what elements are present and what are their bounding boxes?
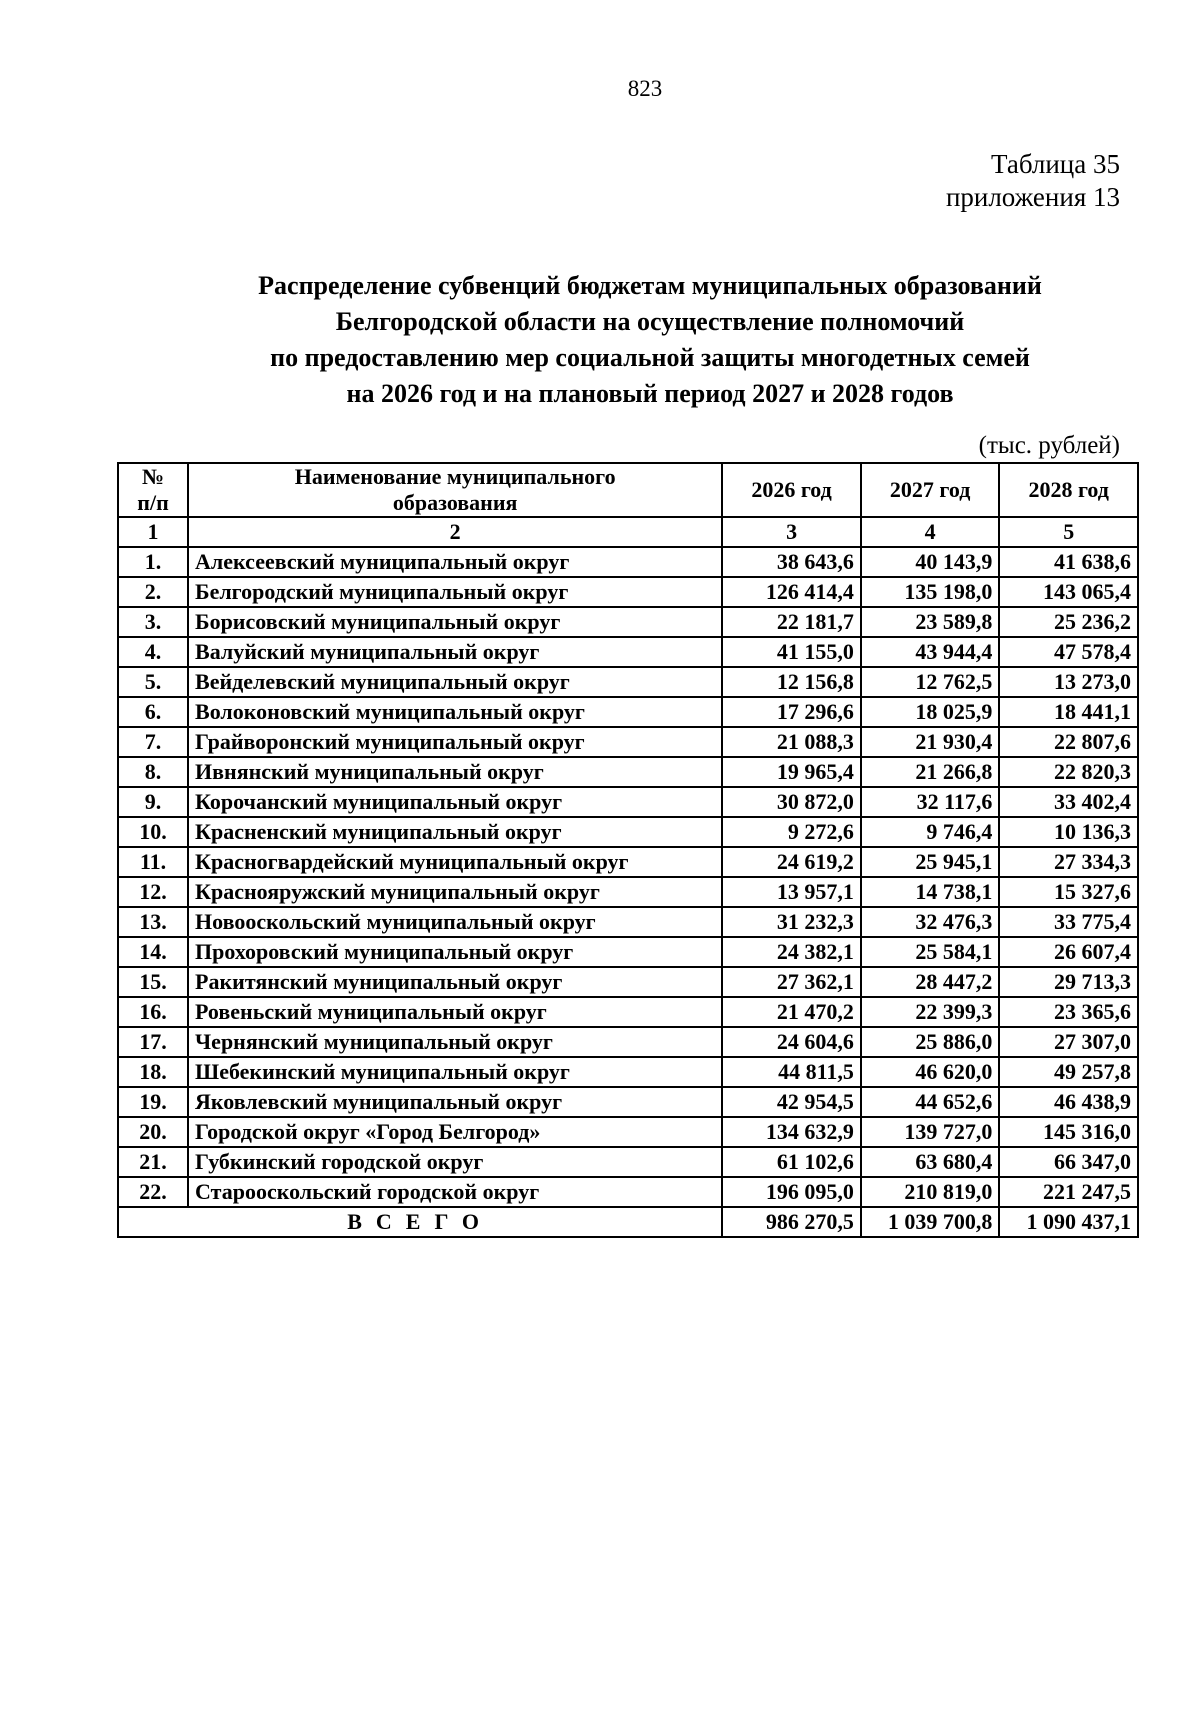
row-number: 9. <box>118 787 188 817</box>
row-value-2026: 30 872,0 <box>722 787 861 817</box>
row-name: Новооскольский муниципальный округ <box>188 907 722 937</box>
row-value-2027: 210 819,0 <box>861 1177 1000 1207</box>
row-value-2026: 17 296,6 <box>722 697 861 727</box>
row-number: 2. <box>118 577 188 607</box>
row-name: Борисовский муниципальный округ <box>188 607 722 637</box>
row-name: Чернянский муниципальный округ <box>188 1027 722 1057</box>
header-2027: 2027 год <box>861 463 1000 517</box>
document-title <box>110 268 1190 412</box>
row-value-2027: 25 584,1 <box>861 937 1000 967</box>
table-row <box>118 937 1138 967</box>
row-value-2028: 47 578,4 <box>999 637 1138 667</box>
row-value-2027: 18 025,9 <box>861 697 1000 727</box>
row-number: 8. <box>118 757 188 787</box>
total-2026: 986 270,5 <box>722 1207 861 1237</box>
column-index: 3 <box>722 517 861 547</box>
row-value-2026: 31 232,3 <box>722 907 861 937</box>
row-value-2028: 41 638,6 <box>999 547 1138 577</box>
table-row <box>118 1057 1138 1087</box>
row-name: Ивнянский муниципальный округ <box>188 757 722 787</box>
row-value-2027: 25 886,0 <box>861 1027 1000 1057</box>
row-name: Белгородский муниципальный округ <box>188 577 722 607</box>
table-row <box>118 1027 1138 1057</box>
table-row <box>118 907 1138 937</box>
units-label: (тыс. рублей) <box>978 432 1120 459</box>
row-value-2026: 22 181,7 <box>722 607 861 637</box>
table-row <box>118 1087 1138 1117</box>
table-row <box>118 787 1138 817</box>
row-value-2028: 66 347,0 <box>999 1147 1138 1177</box>
row-value-2028: 13 273,0 <box>999 667 1138 697</box>
table-row <box>118 757 1138 787</box>
column-index: 1 <box>118 517 188 547</box>
row-value-2027: 9 746,4 <box>861 817 1000 847</box>
column-index: 4 <box>861 517 1000 547</box>
row-value-2028: 46 438,9 <box>999 1087 1138 1117</box>
row-name: Волоконовский муниципальный округ <box>188 697 722 727</box>
row-number: 7. <box>118 727 188 757</box>
row-value-2028: 49 257,8 <box>999 1057 1138 1087</box>
row-value-2026: 38 643,6 <box>722 547 861 577</box>
row-value-2028: 22 820,3 <box>999 757 1138 787</box>
row-value-2026: 12 156,8 <box>722 667 861 697</box>
row-value-2026: 126 414,4 <box>722 577 861 607</box>
row-name: Красненский муниципальный округ <box>188 817 722 847</box>
row-value-2027: 44 652,6 <box>861 1087 1000 1117</box>
row-value-2028: 26 607,4 <box>999 937 1138 967</box>
row-name: Красногвардейский муниципальный округ <box>188 847 722 877</box>
row-value-2028: 33 402,4 <box>999 787 1138 817</box>
row-value-2026: 9 272,6 <box>722 817 861 847</box>
row-value-2028: 23 365,6 <box>999 997 1138 1027</box>
row-value-2027: 63 680,4 <box>861 1147 1000 1177</box>
row-name: Ровеньский муниципальный округ <box>188 997 722 1027</box>
table-row <box>118 997 1138 1027</box>
column-index: 5 <box>999 517 1138 547</box>
row-number: 16. <box>118 997 188 1027</box>
table-row <box>118 547 1138 577</box>
row-number: 6. <box>118 697 188 727</box>
row-value-2026: 21 470,2 <box>722 997 861 1027</box>
row-number: 1. <box>118 547 188 577</box>
page-number: 823 <box>627 76 663 101</box>
row-value-2028: 22 807,6 <box>999 727 1138 757</box>
row-number: 18. <box>118 1057 188 1087</box>
table-row <box>118 1117 1138 1147</box>
row-name: Шебекинский муниципальный округ <box>188 1057 722 1087</box>
row-value-2028: 27 307,0 <box>999 1027 1138 1057</box>
row-value-2028: 29 713,3 <box>999 967 1138 997</box>
row-value-2028: 18 441,1 <box>999 697 1138 727</box>
row-value-2027: 135 198,0 <box>861 577 1000 607</box>
total-row <box>118 1207 1138 1237</box>
row-value-2026: 44 811,5 <box>722 1057 861 1087</box>
table-header-row <box>118 463 1138 517</box>
row-value-2027: 46 620,0 <box>861 1057 1000 1087</box>
table-row <box>118 877 1138 907</box>
row-value-2026: 42 954,5 <box>722 1087 861 1117</box>
row-name: Ракитянский муниципальный округ <box>188 967 722 997</box>
title-line: по предоставлению мер социальной защиты многодетных семей <box>270 343 1030 372</box>
row-value-2026: 24 604,6 <box>722 1027 861 1057</box>
row-value-2027: 12 762,5 <box>861 667 1000 697</box>
row-number: 5. <box>118 667 188 697</box>
table-row <box>118 697 1138 727</box>
title-line: Распределение субвенций бюджетам муниципальных образований <box>258 271 1042 300</box>
header-number: № п/п <box>118 463 188 517</box>
row-number: 22. <box>118 1177 188 1207</box>
row-name: Старооскольский городской округ <box>188 1177 722 1207</box>
row-value-2027: 32 117,6 <box>861 787 1000 817</box>
header-2028: 2028 год <box>999 463 1138 517</box>
table-row <box>118 1147 1138 1177</box>
table-row <box>118 667 1138 697</box>
table-row <box>118 607 1138 637</box>
table-row <box>118 847 1138 877</box>
row-value-2026: 24 382,1 <box>722 937 861 967</box>
row-value-2027: 14 738,1 <box>861 877 1000 907</box>
table-row <box>118 1177 1138 1207</box>
row-value-2027: 23 589,8 <box>861 607 1000 637</box>
row-number: 20. <box>118 1117 188 1147</box>
row-value-2027: 139 727,0 <box>861 1117 1000 1147</box>
row-name: Городской округ «Город Белгород» <box>188 1117 722 1147</box>
row-name: Вейделевский муниципальный округ <box>188 667 722 697</box>
row-value-2028: 15 327,6 <box>999 877 1138 907</box>
row-value-2027: 25 945,1 <box>861 847 1000 877</box>
row-value-2028: 143 065,4 <box>999 577 1138 607</box>
row-name: Яковлевский муниципальный округ <box>188 1087 722 1117</box>
row-value-2026: 196 095,0 <box>722 1177 861 1207</box>
subvention-table <box>117 462 1139 1238</box>
row-number: 3. <box>118 607 188 637</box>
header-name: Наименование муниципального образования <box>188 463 722 517</box>
row-value-2027: 22 399,3 <box>861 997 1000 1027</box>
row-number: 10. <box>118 817 188 847</box>
row-name: Алексеевский муниципальный округ <box>188 547 722 577</box>
row-value-2026: 19 965,4 <box>722 757 861 787</box>
header-2026: 2026 год <box>722 463 861 517</box>
row-number: 15. <box>118 967 188 997</box>
row-number: 19. <box>118 1087 188 1117</box>
row-value-2026: 61 102,6 <box>722 1147 861 1177</box>
row-number: 13. <box>118 907 188 937</box>
row-value-2028: 27 334,3 <box>999 847 1138 877</box>
row-value-2026: 27 362,1 <box>722 967 861 997</box>
row-value-2027: 43 944,4 <box>861 637 1000 667</box>
row-value-2027: 40 143,9 <box>861 547 1000 577</box>
title-line: Белгородской области на осуществление полномочий <box>335 307 965 336</box>
row-value-2027: 28 447,2 <box>861 967 1000 997</box>
row-number: 21. <box>118 1147 188 1177</box>
table-body <box>118 547 1138 1207</box>
row-number: 14. <box>118 937 188 967</box>
appendix-reference <box>946 148 1120 214</box>
row-value-2026: 13 957,1 <box>722 877 861 907</box>
row-value-2028: 33 775,4 <box>999 907 1138 937</box>
row-name: Краснояружский муниципальный округ <box>188 877 722 907</box>
row-number: 12. <box>118 877 188 907</box>
row-value-2028: 145 316,0 <box>999 1117 1138 1147</box>
row-value-2028: 10 136,3 <box>999 817 1138 847</box>
title-line: на 2026 год и на плановый период 2027 и 2028 годов <box>346 379 954 408</box>
table-row <box>118 727 1138 757</box>
row-value-2026: 134 632,9 <box>722 1117 861 1147</box>
appendix-label: приложения 13 <box>945 182 1120 212</box>
row-value-2027: 21 266,8 <box>861 757 1000 787</box>
table-row <box>118 967 1138 997</box>
row-value-2026: 41 155,0 <box>722 637 861 667</box>
row-name: Грайворонский муниципальный округ <box>188 727 722 757</box>
row-name: Прохоровский муниципальный округ <box>188 937 722 967</box>
table-row <box>118 577 1138 607</box>
row-name: Валуйский муниципальный округ <box>188 637 722 667</box>
row-name: Губкинский городской округ <box>188 1147 722 1177</box>
row-number: 17. <box>118 1027 188 1057</box>
row-value-2028: 221 247,5 <box>999 1177 1138 1207</box>
table-label: Таблица 35 <box>991 149 1120 179</box>
table-row <box>118 637 1138 667</box>
row-value-2027: 32 476,3 <box>861 907 1000 937</box>
column-index-row <box>118 517 1138 547</box>
column-index: 2 <box>188 517 722 547</box>
total-2027: 1 039 700,8 <box>861 1207 1000 1237</box>
row-value-2028: 25 236,2 <box>999 607 1138 637</box>
total-2028: 1 090 437,1 <box>999 1207 1138 1237</box>
row-name: Корочанский муниципальный округ <box>188 787 722 817</box>
row-value-2027: 21 930,4 <box>861 727 1000 757</box>
total-label: ВСЕГО <box>118 1207 722 1237</box>
row-number: 11. <box>118 847 188 877</box>
row-value-2026: 21 088,3 <box>722 727 861 757</box>
row-value-2026: 24 619,2 <box>722 847 861 877</box>
table-row <box>118 817 1138 847</box>
row-number: 4. <box>118 637 188 667</box>
